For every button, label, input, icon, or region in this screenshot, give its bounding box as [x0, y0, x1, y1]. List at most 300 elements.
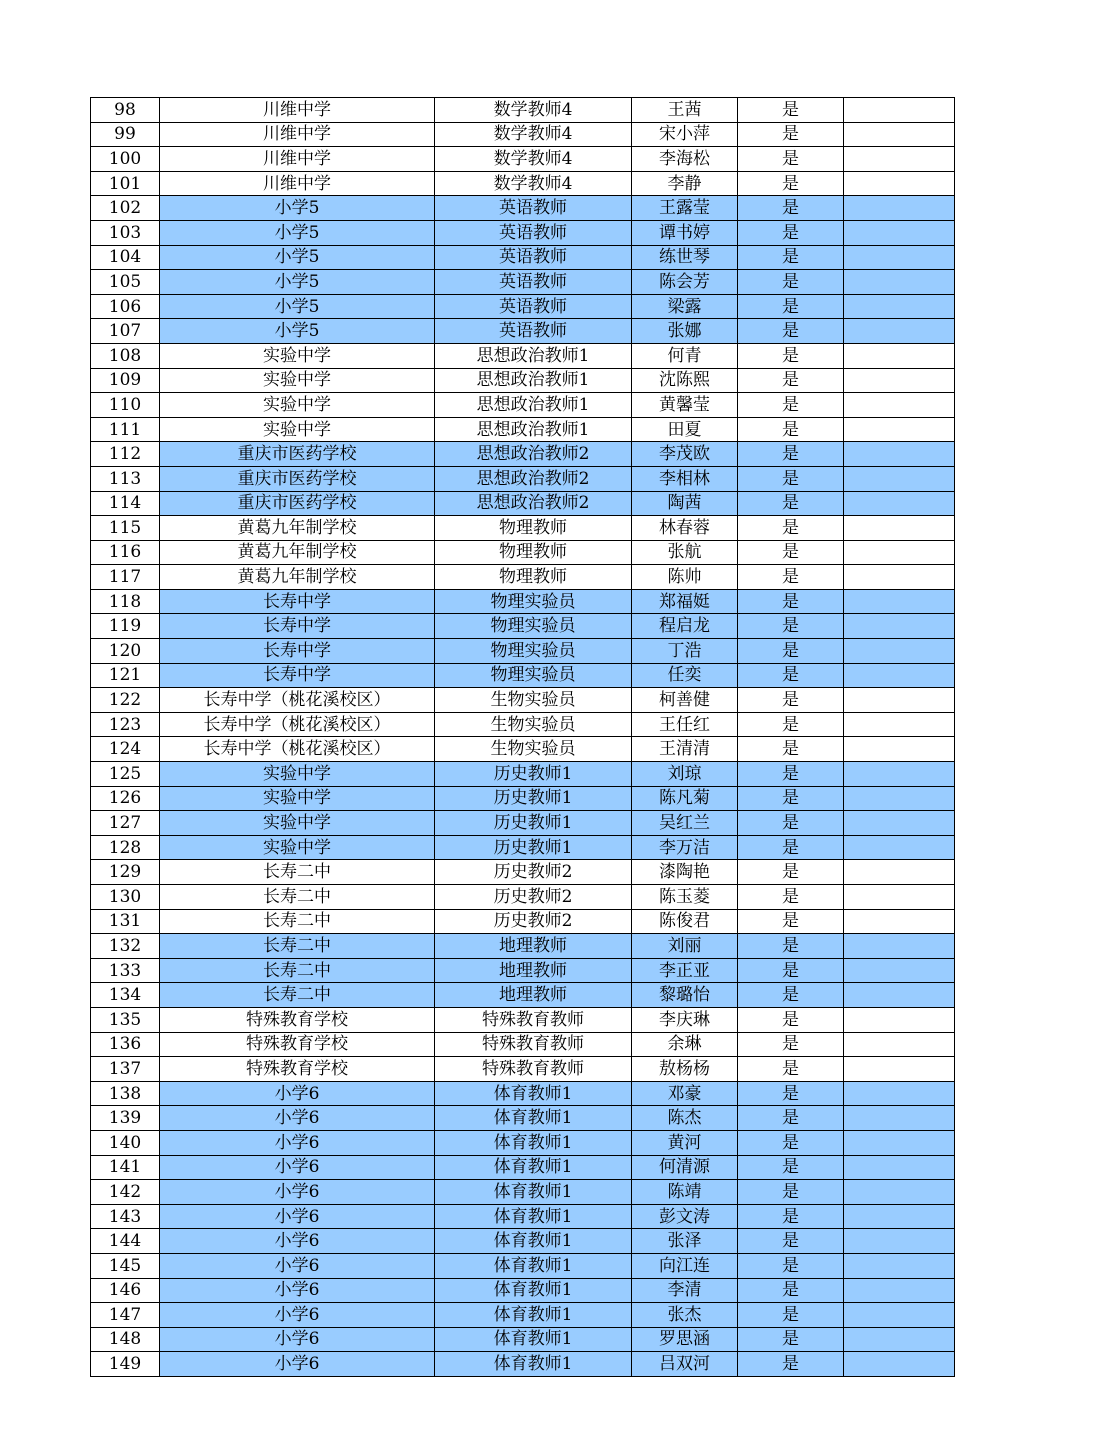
table-row — [91, 270, 955, 295]
qualified-flag-cell: 是 — [738, 540, 844, 565]
position-cell: 思想政治教师2 — [435, 491, 632, 516]
row-number-cell: 105 — [91, 270, 160, 295]
note-cell — [844, 1155, 955, 1180]
qualified-flag-cell: 是 — [738, 1032, 844, 1057]
table-row — [91, 614, 955, 639]
note-cell — [844, 294, 955, 319]
school-cell: 小学6 — [160, 1303, 435, 1328]
qualified-flag-cell: 是 — [738, 1253, 844, 1278]
table-row — [91, 1180, 955, 1205]
candidate-name-cell: 陈玉菱 — [632, 885, 738, 910]
qualified-flag-cell: 是 — [738, 589, 844, 614]
qualified-flag-cell: 是 — [738, 737, 844, 762]
qualified-flag-cell: 是 — [738, 688, 844, 713]
candidate-name-cell: 陶茜 — [632, 491, 738, 516]
position-cell: 历史教师2 — [435, 860, 632, 885]
row-number-cell: 110 — [91, 393, 160, 418]
qualified-flag-cell: 是 — [738, 491, 844, 516]
school-cell: 长寿二中 — [160, 909, 435, 934]
qualified-flag-cell: 是 — [738, 516, 844, 541]
candidate-name-cell: 柯善健 — [632, 688, 738, 713]
table-row — [91, 220, 955, 245]
row-number-cell: 119 — [91, 614, 160, 639]
row-number-cell: 99 — [91, 122, 160, 147]
position-cell: 数学教师4 — [435, 98, 632, 123]
row-number-cell: 141 — [91, 1155, 160, 1180]
note-cell — [844, 565, 955, 590]
note-cell — [844, 343, 955, 368]
school-cell: 实验中学 — [160, 393, 435, 418]
position-cell: 生物实验员 — [435, 737, 632, 762]
note-cell — [844, 885, 955, 910]
qualified-flag-cell: 是 — [738, 1106, 844, 1131]
position-cell: 思想政治教师1 — [435, 343, 632, 368]
school-cell: 川维中学 — [160, 122, 435, 147]
candidate-name-cell: 张娜 — [632, 319, 738, 344]
school-cell: 小学6 — [160, 1229, 435, 1254]
candidate-name-cell: 李茂欧 — [632, 442, 738, 467]
candidate-name-cell: 漆陶艳 — [632, 860, 738, 885]
candidate-name-cell: 沈陈熙 — [632, 368, 738, 393]
position-cell: 物理实验员 — [435, 589, 632, 614]
position-cell: 数学教师4 — [435, 171, 632, 196]
qualified-flag-cell: 是 — [738, 1229, 844, 1254]
school-cell: 实验中学 — [160, 417, 435, 442]
row-number-cell: 139 — [91, 1106, 160, 1131]
position-cell: 体育教师1 — [435, 1180, 632, 1205]
school-cell: 小学6 — [160, 1327, 435, 1352]
school-cell: 小学6 — [160, 1352, 435, 1377]
note-cell — [844, 958, 955, 983]
table-row — [91, 1057, 955, 1082]
qualified-flag-cell: 是 — [738, 639, 844, 664]
qualified-flag-cell: 是 — [738, 1303, 844, 1328]
candidate-name-cell: 李庆琳 — [632, 1007, 738, 1032]
row-number-cell: 124 — [91, 737, 160, 762]
qualified-flag-cell: 是 — [738, 319, 844, 344]
qualified-flag-cell: 是 — [738, 98, 844, 123]
qualified-flag-cell: 是 — [738, 712, 844, 737]
table-row — [91, 958, 955, 983]
table-row — [91, 1032, 955, 1057]
table-row — [91, 811, 955, 836]
school-cell: 实验中学 — [160, 786, 435, 811]
table-row — [91, 1229, 955, 1254]
candidate-name-cell: 黄馨莹 — [632, 393, 738, 418]
qualified-flag-cell: 是 — [738, 417, 844, 442]
candidate-name-cell: 练世琴 — [632, 245, 738, 270]
note-cell — [844, 1278, 955, 1303]
school-cell: 黄葛九年制学校 — [160, 565, 435, 590]
row-number-cell: 114 — [91, 491, 160, 516]
school-cell: 长寿二中 — [160, 934, 435, 959]
table-row — [91, 196, 955, 221]
qualified-flag-cell: 是 — [738, 220, 844, 245]
row-number-cell: 111 — [91, 417, 160, 442]
table-row — [91, 639, 955, 664]
row-number-cell: 103 — [91, 220, 160, 245]
position-cell: 物理教师 — [435, 565, 632, 590]
note-cell — [844, 1352, 955, 1377]
table-row — [91, 319, 955, 344]
school-cell: 川维中学 — [160, 147, 435, 172]
note-cell — [844, 1007, 955, 1032]
candidate-name-cell: 张杰 — [632, 1303, 738, 1328]
row-number-cell: 134 — [91, 983, 160, 1008]
row-number-cell: 104 — [91, 245, 160, 270]
candidate-name-cell: 何清源 — [632, 1155, 738, 1180]
candidate-name-cell: 罗思涵 — [632, 1327, 738, 1352]
table-row — [91, 983, 955, 1008]
qualified-flag-cell: 是 — [738, 934, 844, 959]
table-row — [91, 417, 955, 442]
note-cell — [844, 663, 955, 688]
table-row — [91, 934, 955, 959]
note-cell — [844, 688, 955, 713]
position-cell: 历史教师1 — [435, 835, 632, 860]
note-cell — [844, 762, 955, 787]
table-row — [91, 762, 955, 787]
position-cell: 地理教师 — [435, 983, 632, 1008]
qualified-flag-cell: 是 — [738, 909, 844, 934]
candidate-name-cell: 田夏 — [632, 417, 738, 442]
note-cell — [844, 516, 955, 541]
table-row — [91, 1204, 955, 1229]
position-cell: 数学教师4 — [435, 122, 632, 147]
candidate-name-cell: 梁露 — [632, 294, 738, 319]
candidate-name-cell: 王清清 — [632, 737, 738, 762]
table-row — [91, 1081, 955, 1106]
school-cell: 实验中学 — [160, 762, 435, 787]
qualified-flag-cell: 是 — [738, 958, 844, 983]
row-number-cell: 106 — [91, 294, 160, 319]
qualified-flag-cell: 是 — [738, 245, 844, 270]
note-cell — [844, 491, 955, 516]
qualified-flag-cell: 是 — [738, 1180, 844, 1205]
note-cell — [844, 614, 955, 639]
note-cell — [844, 639, 955, 664]
table-row — [91, 663, 955, 688]
note-cell — [844, 811, 955, 836]
position-cell: 英语教师 — [435, 294, 632, 319]
qualified-flag-cell: 是 — [738, 147, 844, 172]
position-cell: 英语教师 — [435, 245, 632, 270]
qualified-flag-cell: 是 — [738, 885, 844, 910]
note-cell — [844, 712, 955, 737]
row-number-cell: 142 — [91, 1180, 160, 1205]
row-number-cell: 117 — [91, 565, 160, 590]
qualified-flag-cell: 是 — [738, 171, 844, 196]
candidate-name-cell: 彭文涛 — [632, 1204, 738, 1229]
row-number-cell: 128 — [91, 835, 160, 860]
candidate-name-cell: 余琳 — [632, 1032, 738, 1057]
school-cell: 实验中学 — [160, 835, 435, 860]
table-row — [91, 368, 955, 393]
qualified-flag-cell: 是 — [738, 983, 844, 1008]
table-row — [91, 1106, 955, 1131]
school-cell: 特殊教育学校 — [160, 1057, 435, 1082]
school-cell: 小学5 — [160, 270, 435, 295]
row-number-cell: 140 — [91, 1130, 160, 1155]
qualified-flag-cell: 是 — [738, 786, 844, 811]
note-cell — [844, 466, 955, 491]
school-cell: 长寿中学 — [160, 663, 435, 688]
school-cell: 川维中学 — [160, 98, 435, 123]
row-number-cell: 129 — [91, 860, 160, 885]
school-cell: 小学5 — [160, 294, 435, 319]
note-cell — [844, 1057, 955, 1082]
candidate-name-cell: 向江连 — [632, 1253, 738, 1278]
candidate-name-cell: 丁浩 — [632, 639, 738, 664]
school-cell: 实验中学 — [160, 811, 435, 836]
school-cell: 小学6 — [160, 1130, 435, 1155]
position-cell: 历史教师1 — [435, 811, 632, 836]
table-row — [91, 688, 955, 713]
qualified-flag-cell: 是 — [738, 1352, 844, 1377]
qualified-flag-cell: 是 — [738, 811, 844, 836]
school-cell: 小学6 — [160, 1253, 435, 1278]
position-cell: 物理实验员 — [435, 639, 632, 664]
table-row — [91, 1352, 955, 1377]
qualified-flag-cell: 是 — [738, 466, 844, 491]
row-number-cell: 116 — [91, 540, 160, 565]
position-cell: 体育教师1 — [435, 1081, 632, 1106]
table-row — [91, 1327, 955, 1352]
row-number-cell: 113 — [91, 466, 160, 491]
row-number-cell: 127 — [91, 811, 160, 836]
row-number-cell: 137 — [91, 1057, 160, 1082]
qualified-flag-cell: 是 — [738, 835, 844, 860]
school-cell: 小学6 — [160, 1204, 435, 1229]
school-cell: 实验中学 — [160, 368, 435, 393]
candidate-name-cell: 陈会芳 — [632, 270, 738, 295]
row-number-cell: 122 — [91, 688, 160, 713]
qualified-flag-cell: 是 — [738, 1081, 844, 1106]
position-cell: 物理实验员 — [435, 614, 632, 639]
position-cell: 思想政治教师1 — [435, 368, 632, 393]
table-row — [91, 98, 955, 123]
position-cell: 体育教师1 — [435, 1204, 632, 1229]
qualified-flag-cell: 是 — [738, 860, 844, 885]
row-number-cell: 149 — [91, 1352, 160, 1377]
school-cell: 小学5 — [160, 319, 435, 344]
position-cell: 体育教师1 — [435, 1352, 632, 1377]
table-row — [91, 565, 955, 590]
candidate-name-cell: 刘丽 — [632, 934, 738, 959]
school-cell: 特殊教育学校 — [160, 1032, 435, 1057]
qualified-flag-cell: 是 — [738, 442, 844, 467]
candidate-name-cell: 黎璐怡 — [632, 983, 738, 1008]
school-cell: 重庆市医药学校 — [160, 466, 435, 491]
note-cell — [844, 1303, 955, 1328]
school-cell: 小学6 — [160, 1278, 435, 1303]
note-cell — [844, 1106, 955, 1131]
note-cell — [844, 98, 955, 123]
note-cell — [844, 983, 955, 1008]
school-cell: 长寿中学（桃花溪校区） — [160, 688, 435, 713]
row-number-cell: 144 — [91, 1229, 160, 1254]
table-row — [91, 294, 955, 319]
row-number-cell: 131 — [91, 909, 160, 934]
note-cell — [844, 934, 955, 959]
position-cell: 特殊教育教师 — [435, 1057, 632, 1082]
table-row — [91, 909, 955, 934]
school-cell: 长寿中学 — [160, 614, 435, 639]
school-cell: 小学6 — [160, 1081, 435, 1106]
note-cell — [844, 245, 955, 270]
qualified-flag-cell: 是 — [738, 663, 844, 688]
position-cell: 历史教师1 — [435, 786, 632, 811]
table-row — [91, 122, 955, 147]
school-cell: 长寿二中 — [160, 885, 435, 910]
school-cell: 重庆市医药学校 — [160, 442, 435, 467]
position-cell: 特殊教育教师 — [435, 1007, 632, 1032]
qualified-flag-cell: 是 — [738, 122, 844, 147]
qualified-flag-cell: 是 — [738, 294, 844, 319]
note-cell — [844, 368, 955, 393]
position-cell: 思想政治教师2 — [435, 442, 632, 467]
position-cell: 地理教师 — [435, 958, 632, 983]
table-row — [91, 712, 955, 737]
note-cell — [844, 196, 955, 221]
table-row — [91, 466, 955, 491]
position-cell: 体育教师1 — [435, 1278, 632, 1303]
position-cell: 英语教师 — [435, 270, 632, 295]
row-number-cell: 145 — [91, 1253, 160, 1278]
position-cell: 英语教师 — [435, 220, 632, 245]
note-cell — [844, 122, 955, 147]
table-row — [91, 245, 955, 270]
qualified-flag-cell: 是 — [738, 565, 844, 590]
candidate-name-cell: 王任红 — [632, 712, 738, 737]
row-number-cell: 148 — [91, 1327, 160, 1352]
roster-table-body — [91, 98, 955, 1377]
row-number-cell: 123 — [91, 712, 160, 737]
school-cell: 长寿二中 — [160, 958, 435, 983]
candidate-name-cell: 王露莹 — [632, 196, 738, 221]
candidate-name-cell: 陈凡菊 — [632, 786, 738, 811]
qualified-flag-cell: 是 — [738, 368, 844, 393]
candidate-name-cell: 郑福娗 — [632, 589, 738, 614]
position-cell: 体育教师1 — [435, 1327, 632, 1352]
row-number-cell: 112 — [91, 442, 160, 467]
position-cell: 体育教师1 — [435, 1106, 632, 1131]
row-number-cell: 109 — [91, 368, 160, 393]
position-cell: 历史教师2 — [435, 885, 632, 910]
position-cell: 生物实验员 — [435, 688, 632, 713]
candidate-name-cell: 陈俊君 — [632, 909, 738, 934]
school-cell: 小学6 — [160, 1180, 435, 1205]
candidate-name-cell: 何青 — [632, 343, 738, 368]
note-cell — [844, 1327, 955, 1352]
qualified-flag-cell: 是 — [738, 270, 844, 295]
table-row — [91, 589, 955, 614]
row-number-cell: 120 — [91, 639, 160, 664]
note-cell — [844, 1253, 955, 1278]
row-number-cell: 135 — [91, 1007, 160, 1032]
table-row — [91, 885, 955, 910]
position-cell: 物理教师 — [435, 516, 632, 541]
table-row — [91, 1130, 955, 1155]
table-row — [91, 835, 955, 860]
school-cell: 长寿二中 — [160, 860, 435, 885]
table-row — [91, 1303, 955, 1328]
qualified-flag-cell: 是 — [738, 1130, 844, 1155]
candidate-name-cell: 黄河 — [632, 1130, 738, 1155]
note-cell — [844, 835, 955, 860]
note-cell — [844, 589, 955, 614]
school-cell: 长寿中学 — [160, 639, 435, 664]
position-cell: 地理教师 — [435, 934, 632, 959]
note-cell — [844, 417, 955, 442]
row-number-cell: 143 — [91, 1204, 160, 1229]
note-cell — [844, 270, 955, 295]
position-cell: 历史教师1 — [435, 762, 632, 787]
row-number-cell: 107 — [91, 319, 160, 344]
candidate-name-cell: 李万洁 — [632, 835, 738, 860]
table-row — [91, 860, 955, 885]
qualified-flag-cell: 是 — [738, 762, 844, 787]
note-cell — [844, 1081, 955, 1106]
note-cell — [844, 1229, 955, 1254]
row-number-cell: 138 — [91, 1081, 160, 1106]
note-cell — [844, 540, 955, 565]
position-cell: 英语教师 — [435, 196, 632, 221]
candidate-name-cell: 张航 — [632, 540, 738, 565]
school-cell: 长寿中学 — [160, 589, 435, 614]
position-cell: 英语教师 — [435, 319, 632, 344]
position-cell: 思想政治教师1 — [435, 417, 632, 442]
row-number-cell: 118 — [91, 589, 160, 614]
note-cell — [844, 909, 955, 934]
school-cell: 长寿二中 — [160, 983, 435, 1008]
table-row — [91, 393, 955, 418]
table-row — [91, 171, 955, 196]
table-row — [91, 1155, 955, 1180]
row-number-cell: 115 — [91, 516, 160, 541]
school-cell: 小学5 — [160, 245, 435, 270]
candidate-name-cell: 陈杰 — [632, 1106, 738, 1131]
note-cell — [844, 220, 955, 245]
school-cell: 长寿中学（桃花溪校区） — [160, 737, 435, 762]
row-number-cell: 100 — [91, 147, 160, 172]
school-cell: 小学6 — [160, 1106, 435, 1131]
candidate-name-cell: 王茜 — [632, 98, 738, 123]
candidate-name-cell: 谭书婷 — [632, 220, 738, 245]
candidate-name-cell: 陈帅 — [632, 565, 738, 590]
school-cell: 黄葛九年制学校 — [160, 540, 435, 565]
note-cell — [844, 171, 955, 196]
school-cell: 小学5 — [160, 196, 435, 221]
position-cell: 数学教师4 — [435, 147, 632, 172]
candidate-name-cell: 吕双河 — [632, 1352, 738, 1377]
table-row — [91, 516, 955, 541]
row-number-cell: 133 — [91, 958, 160, 983]
candidate-name-cell: 张泽 — [632, 1229, 738, 1254]
note-cell — [844, 1130, 955, 1155]
position-cell: 思想政治教师1 — [435, 393, 632, 418]
school-cell: 实验中学 — [160, 343, 435, 368]
roster-table — [90, 97, 955, 1377]
note-cell — [844, 1180, 955, 1205]
candidate-name-cell: 李海松 — [632, 147, 738, 172]
table-row — [91, 442, 955, 467]
row-number-cell: 136 — [91, 1032, 160, 1057]
candidate-name-cell: 李正亚 — [632, 958, 738, 983]
table-row — [91, 1278, 955, 1303]
position-cell: 历史教师2 — [435, 909, 632, 934]
row-number-cell: 125 — [91, 762, 160, 787]
